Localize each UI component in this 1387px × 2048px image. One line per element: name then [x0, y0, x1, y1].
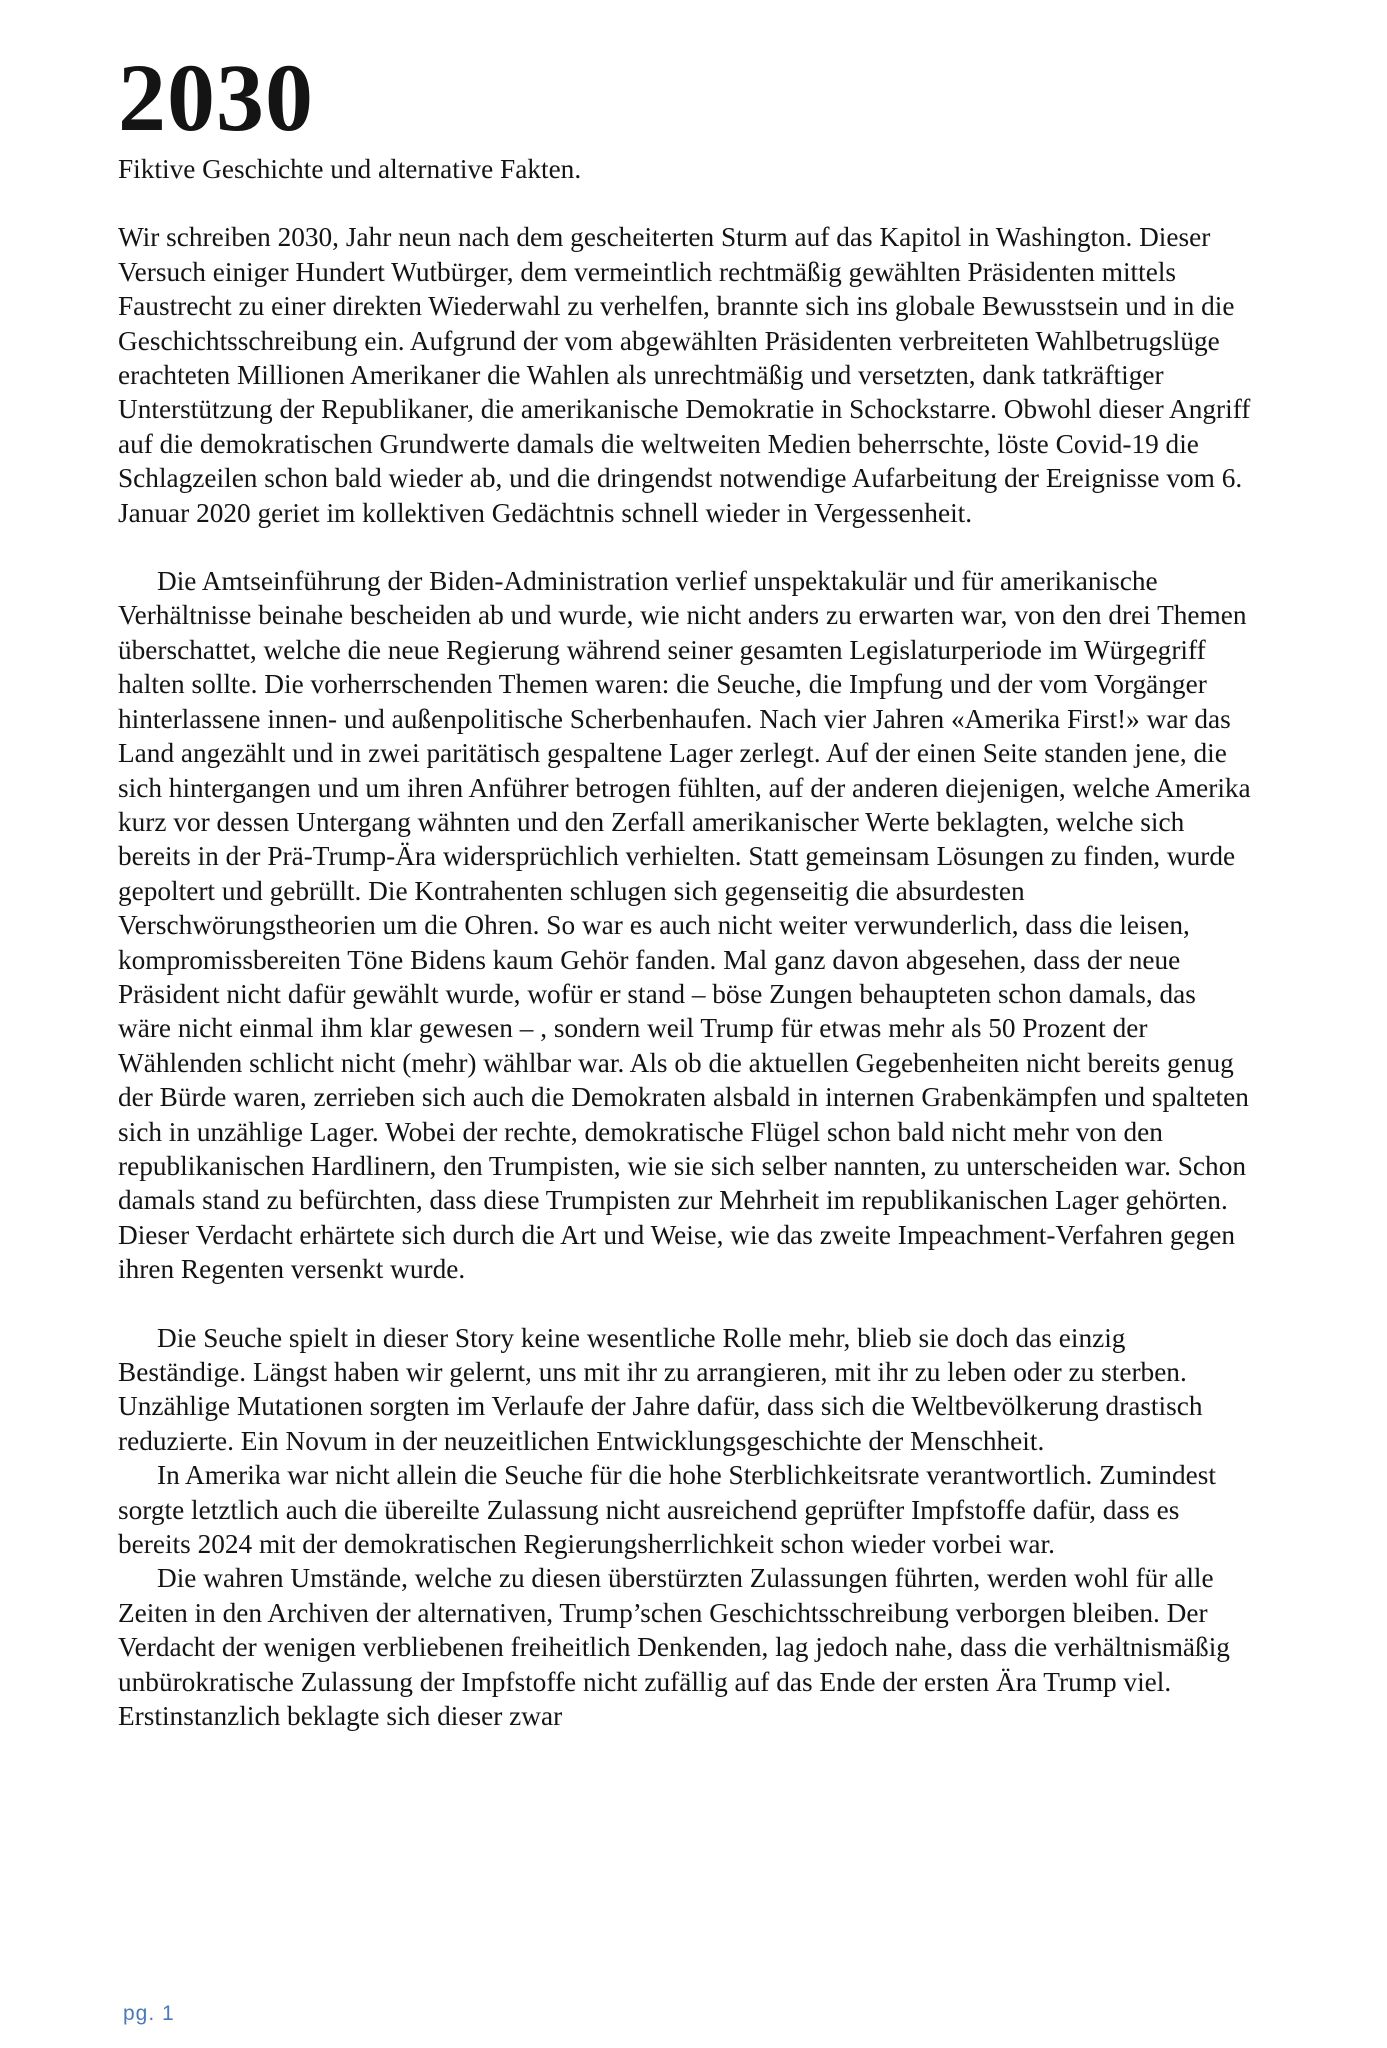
paragraph-spacer — [118, 530, 1253, 564]
paragraph-intro: Wir schreiben 2030, Jahr neun nach dem gescheiterten Sturm auf das Kapitol in Washington. Dieser Versuch einiger Hundert Wutbürger, dem vermeintlich rechtmäßig gewählten Präsidenten mittels Faustrecht zu einer direkten Wiederwahl zu verhelfen, brannte sich ins globale Bewusstsein und in die Geschichtsschreibung ein. Aufgrund der vom abgewählten Präsidenten verbreiteten Wahlbetrugslüge erachteten Millionen Amerikaner die Wahlen als unrechtmäßig und versetzten, dank tatkräftiger Unterstützung der Republikaner, die amerikanische Demokratie in Schockstarre. Obwohl dieser Angriff auf die demokratischen Grundwerte damals die weltweiten Medien beherrschte, löste Covid-19 die Schlagzeilen schon bald wieder ab, und die dringendst notwendige Aufarbeitung der Ereignisse vom 6. Januar 2020 geriet im kollektiven Gedächtnis schnell wieder in Vergessenheit. — [118, 222, 1251, 528]
document-subtitle: Fiktive Geschichte und alternative Fakten. — [118, 154, 582, 184]
paragraph-biden-administration: Die Amtseinführung der Biden-Administration verlief unspektakulär und für amerikanische Verhältnisse beinahe bescheiden ab und wurde, wie nicht anders zu erwarten war, von den drei Themen überschattet, welche die neue Regierung während seiner gesamten Legislaturperiode im Würgegriff halten sollte. Die vorherrschenden Themen waren: die Seuche, die Impfung und der vom Vorgänger hinterlassene innen- und außenpolitische Scherbenhaufen. Nach vier Jahren «Amerika First!» war das Land angezählt und in zwei paritätisch gespaltene Lager zerlegt. Auf der einen Seite standen jene, die sich hintergangen und um ihren Anführer betrogen fühlten, auf der anderen diejenigen, welche Amerika kurz vor dessen Untergang wähnten und den Zerfall amerikanischer Werte beklagten, welche sich bereits in der Prä-Trump-Ära widersprüchlich verhielten. Statt gemeinsam Lösungen zu finden, wurde gepoltert und gebrüllt. Die Kontrahenten schlugen sich gegenseitig die absurdesten Verschwörungstheorien um die Ohren. So war es auch nicht weiter verwunderlich, dass die leisen, kompromissbereiten Töne Bidens kaum Gehör fanden. Mal ganz davon abgesehen, dass der neue Präsident nicht dafür gewählt wurde, wofür er stand – böse Zungen behaupteten schon damals, das wäre nicht einmal ihm klar gewesen – , sondern weil Trump für etwas mehr als 50 Prozent der Wählenden schlicht nicht (mehr) wählbar war. Als ob die aktuellen Gegebenheiten nicht bereits genug der Bürde waren, zerrieben sich auch die Demokraten alsbald in internen Grabenkämpfen und spalteten sich in unzählige Lager. Wobei der rechte, demokratische Flügel schon bald nicht mehr von den republikanischen Hardlinern, den Trumpisten, wie sie sich selber nannten, zu unterscheiden war. Schon damals stand zu befürchten, dass diese Trumpisten zur Mehrheit im republikanischen Lager gehörten. Dieser Verdacht erhärtete sich durch die Art und Weise, wie das zweite Impeachment-Verfahren gegen ihren Regenten versenkt wurde. — [118, 566, 1251, 1285]
document-body — [118, 44, 1253, 1733]
paragraph-zulassungen: Die wahren Umstände, welche zu diesen überstürzten Zulassungen führten, werden wohl für alle Zeiten in den Archiven der alternativen, Trump’schen Geschichtsschreibung verborgen bleiben. Der Verdacht der wenigen verbliebenen freiheitlich Denkenden, lag jedoch nahe, dass die verhältnismäßig unbürokratische Zulassung der Impfstoffe nicht zufällig auf das Ende der ersten Ära Trump viel. Erstinstanzlich beklagte sich dieser zwar — [118, 1563, 1230, 1732]
paragraph-seuche: Die Seuche spielt in dieser Story keine wesentliche Rolle mehr, blieb sie doch das einzig Beständige. Längst haben wir gelernt, uns mit ihr zu arrangieren, mit ihr zu leben oder zu sterben. Unzählige Mutationen sorgten im Verlaufe der Jahre dafür, dass sich die Weltbevölkerung drastisch reduzierte. Ein Novum in der neuzeitlichen Entwicklungsgeschichte der Menschheit. — [118, 1322, 1203, 1456]
paragraph-amerika-sterblichkeit: In Amerika war nicht allein die Seuche für die hohe Sterblichkeitsrate verantwortlich. Zumindest sorgte letztlich auch die übereilte Zulassung nicht ausreichend geprüfter Impfstoffe dafür, dass es bereits 2024 mit der demokratischen Regierungsherrlichkeit schon wieder vorbei war. — [118, 1460, 1216, 1560]
paragraph-spacer — [118, 186, 1253, 220]
page-number: pg. 1 — [123, 2002, 175, 2025]
document-title: 2030 — [118, 44, 314, 151]
paragraph-spacer — [118, 1287, 1253, 1321]
